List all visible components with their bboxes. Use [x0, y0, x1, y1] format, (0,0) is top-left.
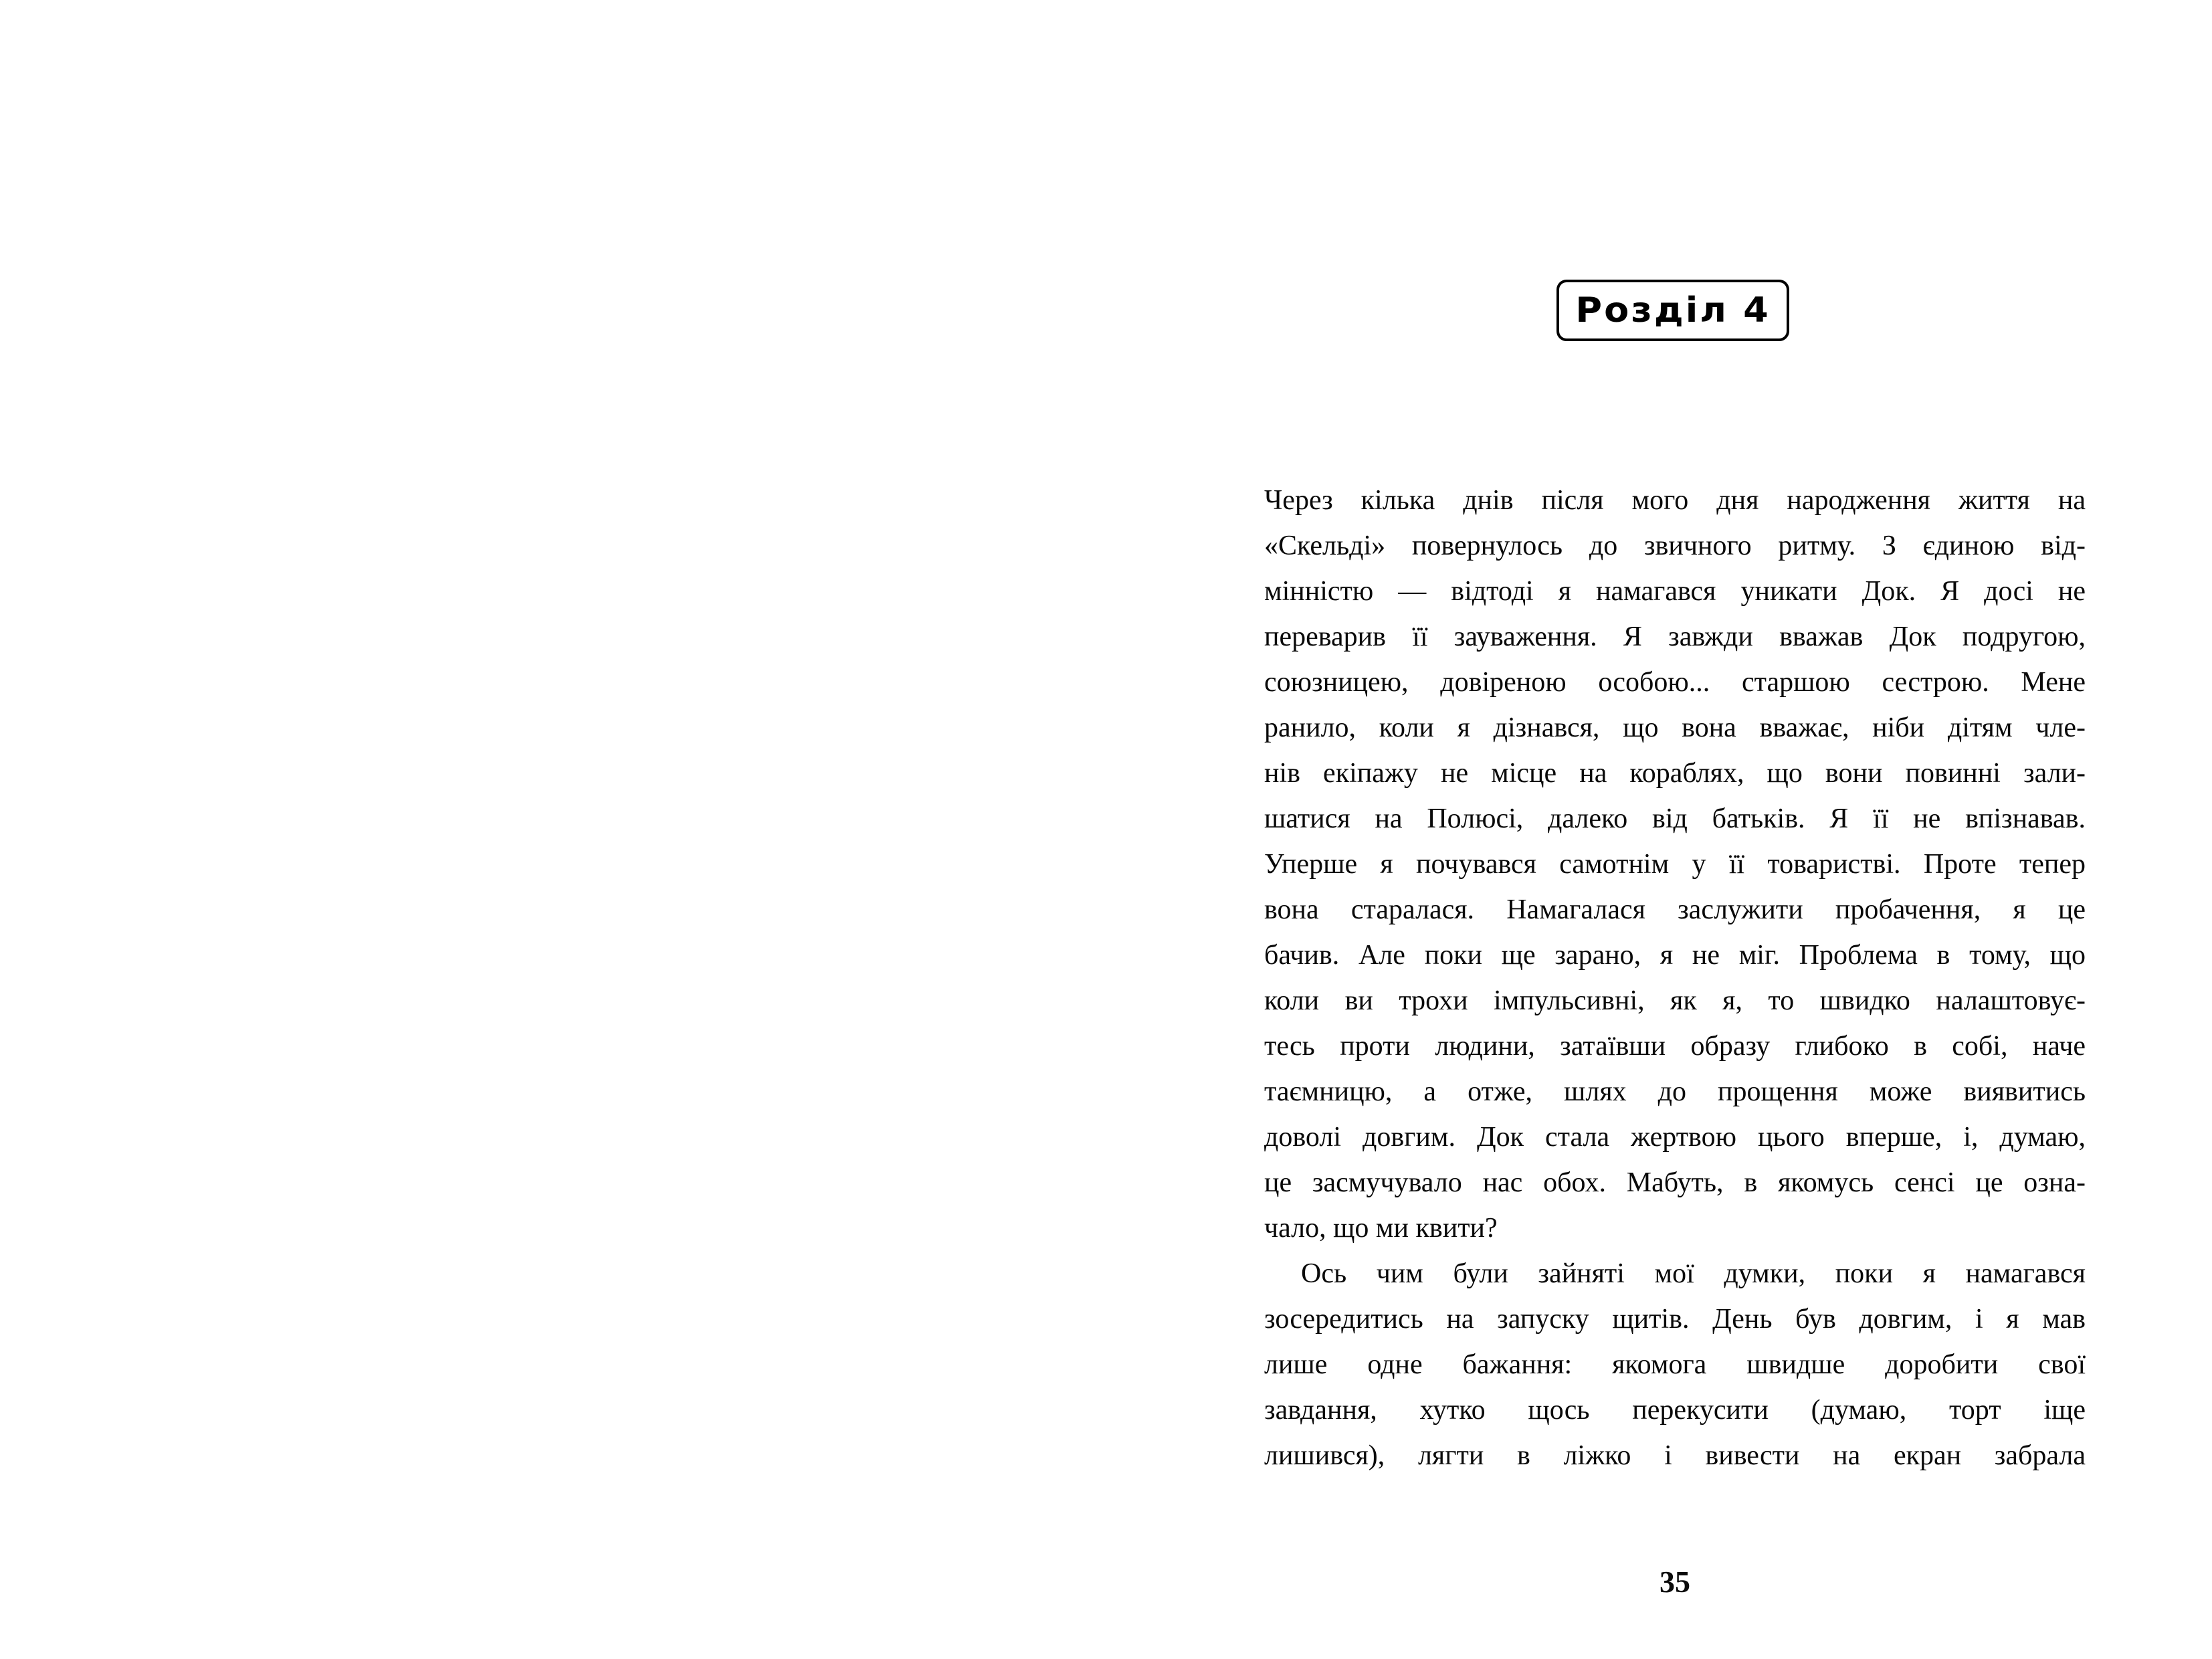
- text-line: Через кілька днів після мого дня народження життя на: [1264, 485, 2086, 516]
- text-line: нів екіпажу не місце на кораблях, що вони повинні зали-: [1264, 758, 2086, 789]
- text-line: це засмучувало нас обох. Мабуть, в якомусь сенсі це озна-: [1264, 1167, 2086, 1198]
- text-line: лише одне бажання: якомога швидше доробити свої: [1264, 1349, 2086, 1380]
- page-number: 35: [1660, 1565, 1690, 1599]
- text-line: ранило, коли я дізнався, що вона вважає, ніби дітям чле-: [1264, 712, 2086, 743]
- text-line-paragraph-end: чало, що ми квити?: [1264, 1213, 1498, 1244]
- chapter-badge: [1556, 280, 1789, 341]
- text-line: вона старалася. Намагалася заслужити пробачення, я це: [1264, 894, 2086, 925]
- text-line: таємницю, а отже, шлях до прощення може виявитись: [1264, 1076, 2086, 1107]
- body-text-column: [1264, 478, 2086, 1478]
- text-line: завдання, хутко щось перекусити (думаю, торт іще: [1264, 1395, 2086, 1426]
- text-line: доволі довгим. Док стала жертвою цього вперше, і, думаю,: [1264, 1122, 2086, 1153]
- text-line: Уперше я почувався самотнім у її товаристві. Проте тепер: [1264, 849, 2086, 880]
- text-line: тесь проти людини, затаївши образу глибоко в собі, наче: [1264, 1031, 2086, 1062]
- text-line-paragraph-start: Ось чим були зайняті мої думки, поки я намагався: [1301, 1258, 2086, 1289]
- text-line: мінністю — відтоді я намагався уникати Док. Я досі не: [1264, 576, 2086, 607]
- text-line: шатися на Полюсі, далеко від батьків. Я її не впізнавав.: [1264, 803, 2086, 834]
- text-line: союзницею, довіреною особою... старшою сестрою. Мене: [1264, 667, 2086, 698]
- text-line: переварив її зауваження. Я завжди вважав Док подругою,: [1264, 621, 2086, 652]
- text-line: бачив. Але поки ще зарано, я не міг. Проблема в тому, що: [1264, 940, 2086, 971]
- text-line: коли ви трохи імпульсивні, як я, то швидко налаштовує-: [1264, 985, 2086, 1016]
- text-line: зосередитись на запуску щитів. День був довгим, і я мав: [1264, 1304, 2086, 1335]
- text-line: лишився), лягти в ліжко і вивести на екран забрала: [1264, 1440, 2086, 1471]
- text-line: «Скельді» повернулось до звичного ритму. З єдиною від-: [1264, 530, 2086, 561]
- chapter-title: Розділ 4: [1575, 290, 1771, 330]
